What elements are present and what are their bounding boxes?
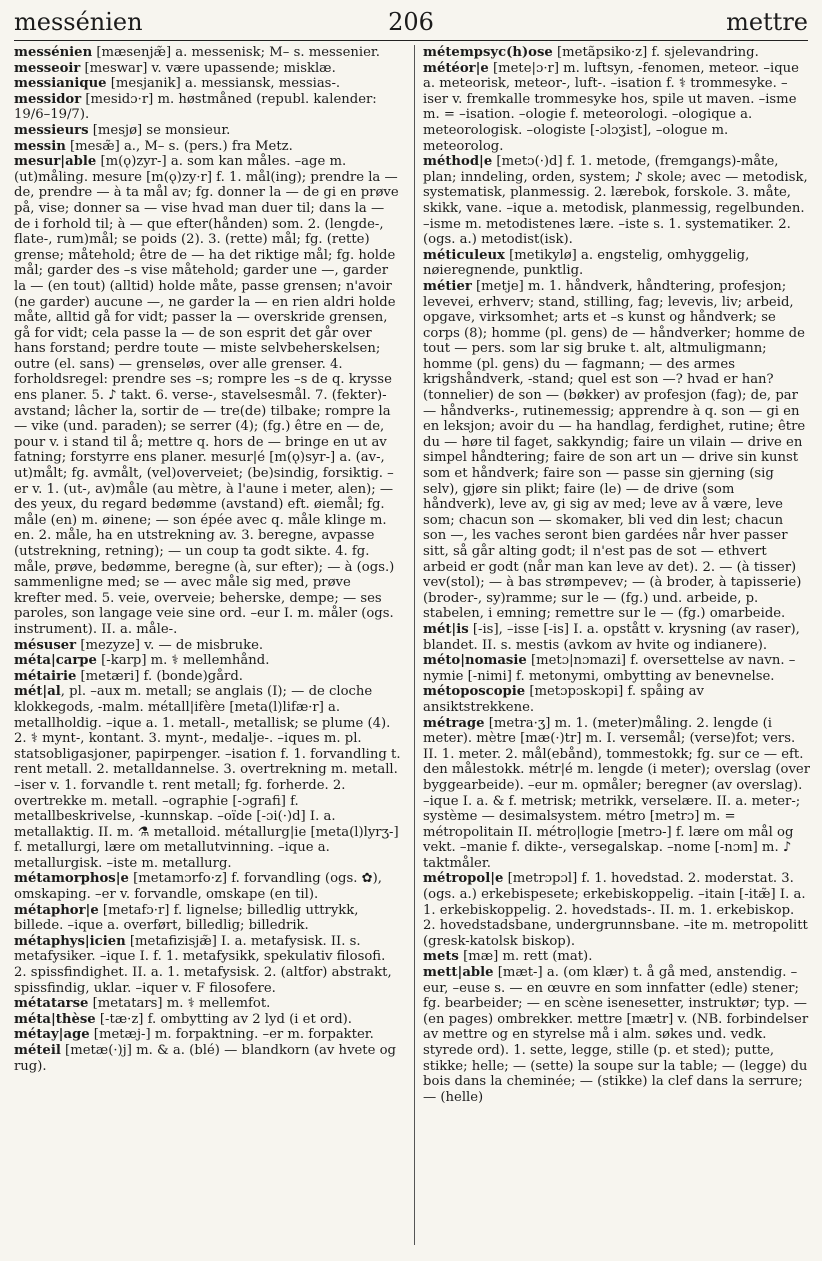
dictionary-entry [14,76,401,92]
entry-definition: [mesjanik] a. messiansk, messias-. [106,76,341,92]
dictionary-entry [423,154,810,248]
dictionary-entry [423,871,810,949]
dictionary-entry [423,949,810,965]
left-guideword: messénien [14,8,143,36]
dictionary-entry [423,653,810,684]
entry-headword: méta|carpe [14,653,97,669]
dictionary-entry [423,279,810,622]
dictionary-entry [423,248,810,279]
dictionary-entry [14,669,401,685]
entry-headword: mets [423,949,459,965]
page-header [14,4,808,40]
entry-headword: métoposcopie [423,684,526,700]
entry-definition: [meswar] v. være upassende; misklæ. [80,60,336,76]
entry-definition: [metrɔpɔl] f. 1. hovedstad. 2. moderstat. 3. (ogs. a.) erkebispesete; erkebiskoppelig. –itain [-itæ̃] I. a. 1. erkebiskoppelig. 2. hovedstads-. II. m. 1. erkebiskop. 2. hovedstadsbane, undergrunnsbane. –ite m. metropolitt (gresk-katolsk biskop). [423,871,808,949]
entry-definition: [-is], –isse [-is] I. a. opstått v. krysning (av raser), blandet. II. s. mestis (avkom av hvite og indianere). [423,621,800,653]
dictionary-entry [423,716,810,872]
entry-definition: [m(ǫ)zyr-] a. som kan måles. –age m. (ut)måling. mesure [m(ǫ)zy·r] f. 1. mål(ing); prendre la — de, prendre — à ta mål av; fg. donner la — de gi en prøve på, vise; donner sa — vise hvad man duer til; dans la — de i forhold til; à — que efter(hånden) som. 2. (lengde-, flate-, rum)mål; se poids (2). 3. (rette) mål; fg. (rette) grense; måtehold; être de — ha det riktige mål; fg. holde mål; garder des –s vise måtehold; garder une —, garder la — (en tout) (alltid) holde måte, passe grensen; n'avoir (ne garder) aucune —, ne garder la — en rien aldri holde måte, alltid gå for vidt; passer la — overskride grensen, gå for vidt; cela passe la — de son esprit det går over hans forstand; perdre toute — miste selvbeherskelsen; outre (el. sans) — grenseløs, over alle grenser. 4. forholdsregel: prendre ses –s; rompre les –s de q. krysse ens planer. 5. ♪ takt. 6. verse-, stavelsesmål. 7. (fekter)-avstand; lâcher la, sortir de — tre(de) tilbake; rompre la — vike (und. paraden); se serrer (4); (fg.) être en — de, pour v. i stand til å; mettre q. hors de — bringe en ut av fatning; forstyrre ens planer. mesur|é [m(ǫ)syr-] a. (av-, ut)målt; fg. avmålt, (vel)overveiet; (be)sindig, forsiktig. –er v. 1. (ut-, av)måle (au mètre, à l'aune i meter, alen); — des yeux, du regard bedømme (avstand) eft. øiemål; fg. måle (en) m. øinene; — son épée avec q. måle klinge m. en. 2. måle, ha en utstrekning av. 3. beregne, avpasse (utstrekning, retning); — un coup ta godt sikte. 4. fg. måle, prøve, bedømme, beregne (à, sur efter); — à (ogs.) sammenligne med; se — avec måle sig med, prøve krefter med. 5. veie, overveie; beherske, dempe; — ses paroles, son langage veie sine ord. –eur I. m. måler (ogs. instrument). II. a. måle-. [14,154,399,637]
entry-definition: [metæj-] m. forpaktning. –er m. forpakter. [89,1027,374,1043]
entry-definition: [metɔ|nɔmazi] f. oversettelse av navn. –nymie [-nimi] f. metonymi, ombytting av benevnelse. [423,653,796,684]
dictionary-entry [14,638,401,654]
dictionary-entry [14,92,401,123]
dictionary-entry [14,45,401,61]
entry-definition: [metikylø] a. engstelig, omhyggelig, nøieregnende, punktlig. [423,247,750,279]
dictionary-entry [14,139,401,155]
entry-headword: métier [423,278,472,294]
entry-headword: méthod|e [423,154,493,170]
dictionary-entry [14,1027,401,1043]
dictionary-entry [14,1043,401,1074]
dictionary-entry [14,154,401,637]
entry-headword: messeoir [14,60,81,76]
dictionary-entry [14,653,401,669]
entry-definition: [metæri] f. (bonde)gård. [76,668,243,684]
entry-headword: méticuleux [423,247,505,263]
entry-definition: [metatars] m. ⚕ mellemfot. [88,996,271,1012]
entry-definition: [mesæ̃] a., M– s. (pers.) fra Metz. [65,138,293,154]
right-guideword: mettre [726,8,808,36]
entry-definition: [metafizisjæ̃] I. a. metafysisk. II. s. metafysiker. –ique I. f. 1. metafysikk, spekulativ filosofi. 2. spissfindighet. II. a. 1. metafysisk. 2. (altfor) abstrakt, spissfindig, uklar. –iquer v. F filosofere. [14,933,392,996]
entry-definition: [metãpsiko·z] f. sjelevandring. [552,45,759,60]
entry-headword: métamorphos|e [14,871,129,887]
entry-definition: [-tæ·z] f. ombytting av 2 lyd (i et ord). [95,1011,352,1027]
entry-definition: [metra·ʒ] m. 1. (meter)måling. 2. lengde (i meter). mètre [mæ(·)tr] m. I. versemål; (verse)fot; vers. II. 1. meter. 2. mål(ebånd), tommestokk; fg. sur ce — eft. den målestokk. métr|é m. lengde (i meter); overslag (over byggearbeide). –eur m. opmåler; beregner (av overslag). –ique I. a. & f. metrisk; metrikk, verselære. II. a. meter-; système — desimalsystem. métro [metrɔ] m. = métropolitain II. métro|logie [metrɔ-] f. lære om mål og vekt. –manie f. dikte-, versegalskap. –nome [-nɔm] m. ♪ taktmåler. [423,715,810,871]
entry-definition: [metɔ(·)d] f. 1. metode, (fremgangs)-måte, plan; inndeling, orden, system; ♪ skole; avec — metodisk, systematisk, planmessig. 2. lærebok, forskole. 3. måte, skikk, vane. –ique a. metodisk, planmessig, regelbunden. –isme m. metodistenes lære. –iste s. 1. systematiker. 2. (ogs. a.) metodist(isk). [423,154,808,248]
left-column [14,45,401,1251]
page-number: 206 [388,8,434,36]
entry-headword: méta|thèse [14,1011,96,1027]
dictionary-entry [14,123,401,139]
entry-definition: [-karp] m. ⚕ mellemhånd. [96,653,270,669]
dictionary-entry [14,996,401,1012]
entry-headword: métropol|e [423,871,504,887]
entry-headword: messidor [14,91,82,107]
entry-definition: , pl. –aux m. metall; se anglais (I); — de cloche klokkegods, -malm. métall|ifère [meta(l)lifæ·r] a. metallholdig. –ique a. 1. metall-, metallisk; se plume (4). 2. ⚕ mynt-, kontant. 3. mynt-, medalje-. –iques m. pl. statsobligasjoner, papirpenger. –isation f. 1. forvandling t. rent metall. 2. metalldannelse. 3. overtrekning m. metall. –iser v. 1. forvandle t. rent metall; fg. forherde. 2. overtrekke m. metall. –ographie [-ɔgrafi] f. metallbeskrivelse, -kunnskap. –oïde [-ɔi(·)d] I. a. metallaktig. II. m. ⚗ metalloid. métallurg|ie [meta(l)lyrʒ-] f. metallurgi, lære om metallutvinning. –ique a. metallurgisk. –iste m. metallurg. [14,684,401,871]
dictionary-entry [423,622,810,653]
entry-headword: métatarse [14,996,89,1012]
entry-definition: [metæ(·)j] m. & a. (blé) — blandkorn (av hvete og rug). [14,1043,396,1074]
entry-headword: métempsyc(h)ose [423,45,553,60]
dictionary-entry [14,1012,401,1028]
entry-definition: [metɔpɔskɔpi] f. spåing av ansiktstrekkene. [423,684,704,715]
entry-definition: [mæt-] a. (om klær) t. å gå med, anstendig. –eur, –euse s. — en œuvre en som innfatter (edle) stener; fg. bearbeider; — en scène isenesetter, instruktør; typ. — (en pages) ombrekker. mettre [mætr] v. (NB. forbindelser av mettre og en styrelse må i alm. søkes und. vedk. styrede ord). 1. sette, legge, stille (p. et sted); putte, stikke; helle; — (sette) la soupe sur la table; — (legge) du bois dans la cheminée; — (stikke) la clef dans la serrure; — (helle) [423,965,809,1105]
entry-headword: méto|nomasie [423,653,527,669]
right-column [423,45,810,1251]
entry-headword: météor|e [423,60,489,76]
column-divider [414,45,415,1245]
entry-definition: [mæsenjæ̃] a. messenisk; M– s. messenier. [92,45,380,60]
entry-definition: [metje] m. 1. håndverk, håndtering, profesjon; levevei, erhverv; stand, stilling, fag; levevis, liv; arbeid, opgave, virksomhet; arts et –s kunst og håndverk; se corps (8); homme (pl. gens) de — håndverker; homme de tout — pers. som lar sig bruke t. alt, altmuligmann; homme (pl. gens) du — fagmann; — des armes krigshåndverk, -stand; quel est son —? hvad er han? (tonnelier) de son — (bøkker) av profesjon (fag); de, par — håndverks-, rutinemessig; apprendre à q. son — gi en en leksjon; avoir du — ha handlag, ferdighet, rutine; être du — høre til faget, sakkyndig; faire un vilain — drive en simpel håndtering; faire de son art un — drive sin kunst som et håndverk; faire son — passe sin gjerning (sig selv), gjøre sin plikt; faire (le) — de drive (som håndverk), leve av, gi sig av med; leve av å være, leve som; chacun son — skomaker, bli ved din lest; chacun son —, les vaches seront bien gardées når hver passer sitt, så går alting godt; il n'est pas de sot — ethvert arbeid er godt (når man kan leve av det). 2. — (à tisser) vev(stol); — à bas strømpevev; — (à broder, à tapisserie) (broder-, sy)ramme; sur le — (fg.) und. arbeide, p. stabelen, i emning; remettre sur le — (fg.) omarbeide. [423,278,806,622]
entry-headword: mét|al [14,684,61,700]
entry-headword: messianique [14,76,107,92]
dictionary-entry [423,61,810,155]
entry-definition: [metafɔ·r] f. lignelse; billedlig uttrykk, billede. –ique a. overført, billedlig; billedrik. [14,902,359,934]
entry-headword: métairie [14,668,77,684]
entry-headword: métaphys|icien [14,933,126,949]
entry-headword: mesur|able [14,154,97,170]
dictionary-entry [14,684,401,871]
entry-definition: [metamɔrfo·z] f. forvandling (ogs. ✿), omskaping. –er v. forvandle, omskape (en til). [14,871,382,903]
entry-definition: [mezyze] v. — de misbruke. [76,637,264,653]
dictionary-entry [14,871,401,902]
entry-definition: [mete|ɔ·r] m. luftsyn, -fenomen, meteor. –ique a. meteorisk, meteor-, luft-. –isation f. ⚕ trommesyke. –iser v. fremkalle trommesyke hos, spile ut maven. –isme m. = –isation. –ologie f. meteorologi. –ologique a. meteorologisk. –ologiste [-ɔlɔʒist], –ologue m. meteorolog. [423,60,799,154]
dictionary-entry [14,934,401,996]
entry-headword: messin [14,138,66,154]
entry-headword: messénien [14,45,93,60]
entry-definition: [mesidɔ·r] m. høstmåned (republ. kalender: 19/6–19/7). [14,91,377,123]
entry-headword: métrage [423,715,485,731]
dictionary-entry [423,45,810,61]
entry-headword: méteil [14,1043,61,1058]
entry-headword: métaphor|e [14,902,99,918]
dictionary-entry [423,684,810,715]
entry-headword: mét|is [423,621,469,637]
dictionary-entry [423,965,810,1105]
entry-headword: mésuser [14,637,77,653]
header-rule [14,40,808,41]
entry-headword: métay|age [14,1027,90,1043]
entry-definition: [mæ] m. rett (mat). [458,949,593,965]
entry-headword: mett|able [423,965,494,981]
entry-headword: messieurs [14,122,89,138]
entry-definition: [mesjø] se monsieur. [88,122,231,138]
dictionary-entry [14,903,401,934]
dictionary-entry [14,61,401,77]
